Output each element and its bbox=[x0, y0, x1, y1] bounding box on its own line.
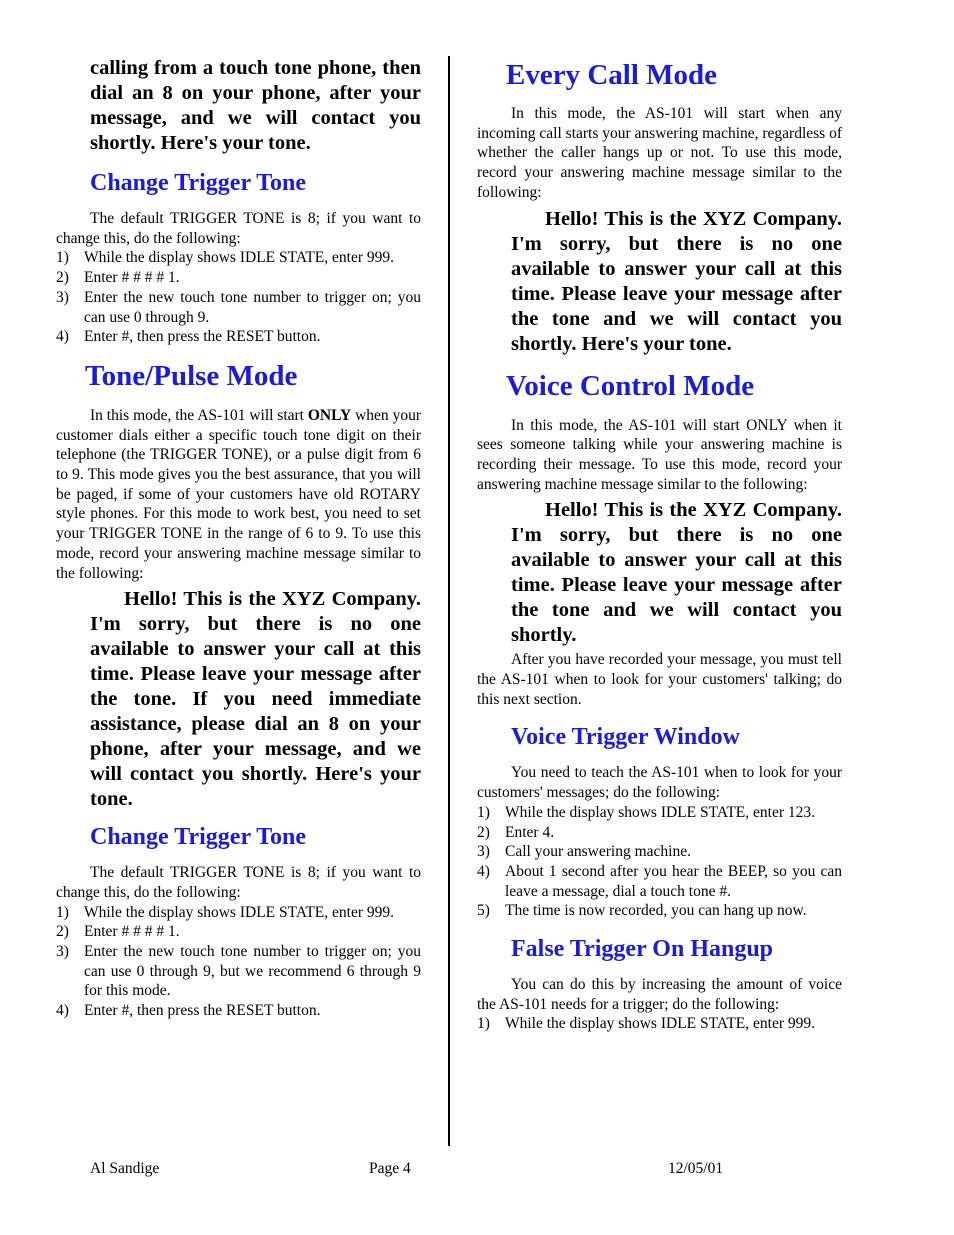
voice-control-body: In this mode, the AS-101 will start ONLY when it sees someone talking while your answering machine is recording their message. To use this mode, record your answering machine message similar to the following: bbox=[477, 416, 842, 493]
voice-control-after: After you have recorded your message, you must tell the AS-101 when to look for your customers' talking; do this next section. bbox=[477, 651, 842, 708]
heading-voice-trigger-window: Voice Trigger Window bbox=[511, 724, 740, 751]
heading-change-trigger-tone-1: Change Trigger Tone bbox=[90, 170, 307, 196]
tone-pulse-message: Hello! This is the XYZ Company. I'm sorry, but there is no one available to answer your call at this time. Please leave your message after the tone. If you need immediate assistance, please dial an 8 on your phone, after your message, and we will contact you shortly. Here's your tone. bbox=[90, 588, 421, 811]
heading-false-trigger-on-hangup: False Trigger On Hangup bbox=[511, 936, 774, 963]
every-call-message: Hello! This is the XYZ Company. I'm sorry, but there is no one available to answer your call at this time. Please leave your message after the tone and we will contact you shortly. Here's your tone. bbox=[511, 207, 842, 355]
heading-every-call-mode: Every Call Mode bbox=[506, 59, 718, 91]
list-item: 1) While the display shows IDLE STATE, enter 999. bbox=[56, 249, 394, 267]
change-tone-intro-2: The default TRIGGER TONE is 8; if you want to change this, do the following: bbox=[56, 864, 421, 901]
footer-page-number: Page 4 bbox=[369, 1160, 411, 1177]
list-item: 1) While the display shows IDLE STATE, enter 999. bbox=[477, 1015, 815, 1033]
list-item: 2) Enter # # # # 1. bbox=[56, 269, 180, 287]
message-continuation: calling from a touch tone phone, then dial an 8 on your phone, after your message, and we will contact you shortly. Here's your tone. bbox=[90, 57, 421, 154]
heading-change-trigger-tone-2: Change Trigger Tone bbox=[90, 824, 307, 851]
list-item: 2) Enter # # # # 1. bbox=[56, 923, 180, 941]
footer-date: 12/05/01 bbox=[668, 1160, 724, 1177]
heading-voice-control-mode: Voice Control Mode bbox=[506, 369, 755, 402]
voice-control-message: Hello! This is the XYZ Company. I'm sorry, but there is no one available to answer your call at this time. Please leave your message after the tone and we will contact you shortly. bbox=[511, 499, 842, 647]
every-call-body: In this mode, the AS-101 will start when any incoming call starts your answering machine, regardless of whether the caller hangs up or not. To use this mode, record your answering machine message similar to the following: bbox=[477, 105, 842, 201]
list-item: 1) While the display shows IDLE STATE, enter 123. bbox=[477, 803, 815, 821]
right-column bbox=[477, 56, 842, 1034]
column-divider bbox=[448, 56, 450, 1146]
list-item: 3) Call your answering machine. bbox=[477, 843, 691, 861]
false-trigger-steps bbox=[477, 1014, 842, 1034]
false-trigger-intro: You can do this by increasing the amount of voice the AS-101 needs for a trigger; do the following: bbox=[477, 976, 842, 1013]
list-item: 1) While the display shows IDLE STATE, enter 999. bbox=[56, 903, 394, 921]
list-item: 3) Enter the new touch tone number to trigger on; you can use 0 through 9, but we recommend 6 through 9 for this mode. bbox=[56, 943, 421, 1000]
change-tone-intro-1: The default TRIGGER TONE is 8; if you want to change this, do the following: bbox=[56, 210, 421, 247]
list-item: 3) Enter the new touch tone number to trigger on; you can use 0 through 9. bbox=[56, 288, 421, 326]
voice-trigger-steps bbox=[477, 803, 842, 921]
list-item: 4) Enter #, then press the RESET button. bbox=[56, 1002, 321, 1020]
list-item: 5) The time is now recorded, you can hang up now. bbox=[477, 902, 807, 920]
change-tone-steps-2 bbox=[56, 903, 421, 1021]
left-column bbox=[56, 56, 421, 1021]
change-tone-steps-1 bbox=[56, 248, 421, 347]
footer-author: Al Sandige bbox=[90, 1160, 160, 1177]
heading-tone-pulse-mode: Tone/Pulse Mode bbox=[85, 359, 298, 392]
list-item: 4) About 1 second after you hear the BEEP, so you can leave a message, dial a touch tone #. bbox=[477, 862, 842, 900]
list-item: 4) Enter #, then press the RESET button. bbox=[56, 328, 321, 346]
voice-trigger-intro: You need to teach the AS-101 when to look for your customers' messages; do the following: bbox=[477, 764, 842, 802]
list-item: 2) Enter 4. bbox=[477, 823, 555, 841]
tone-pulse-body: In this mode, the AS-101 will start ONLY when your customer dials either a specific touch tone digit on their telephone (the TRIGGER TONE), or a pulse digit from 6 to 9. This mode gives you the best assurance, that you will be paged, if some of your customers have old ROTARY style phones. For this mode to work best, you need to set your TRIGGER TONE in the range of 6 to 9. To use this mode, record your answering machine message similar to the following: bbox=[56, 406, 421, 582]
